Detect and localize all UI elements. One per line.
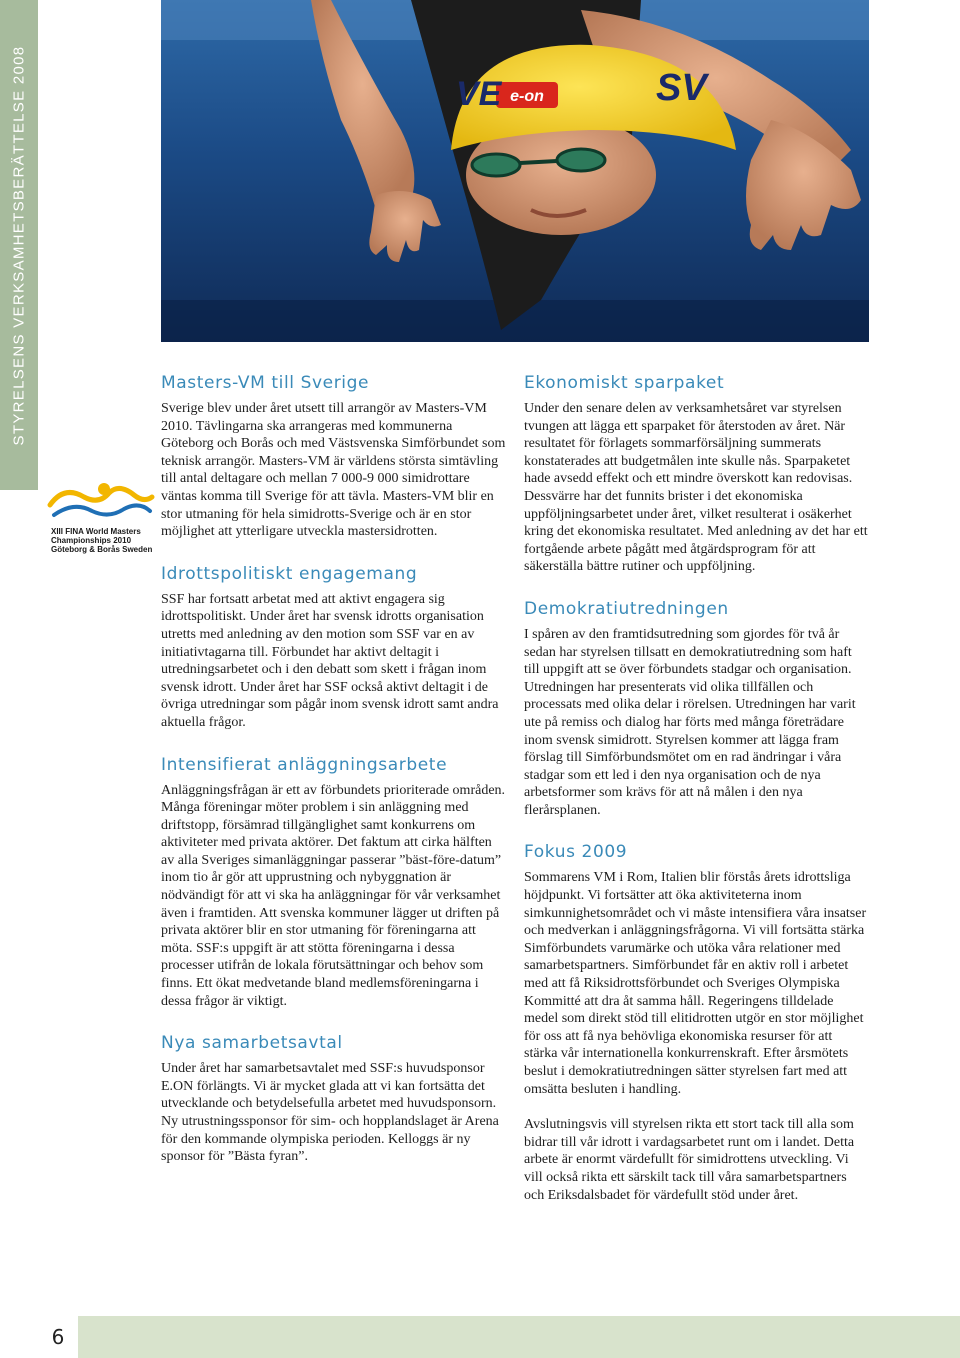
section-heading: Intensifierat anläggningsarbete bbox=[161, 754, 448, 775]
page-number: 6 bbox=[51, 1325, 65, 1349]
section-body: Anläggningsfrågan är ett av förbundets prioriterade områden. Många föreningar möter problem i sin anläggning med driftstopp, försämrad tillgänglighet samt konkurrens om aktiviteter med privata aktörer. Det faktum att cirka hälften av alla Sveriges simanläggningar passerar ”bäst-före-datum” inom tio år gör att upprustning och nybyggnation är nödvändigt för att vi ska ha anläggningar för vår verksamhet även i framtiden. Att svenska kommuner lägger ut driften på privata aktörer blir en stor utmaning för föreningarna att möta. SSF:s uppgift är att stötta föreningarna i dessa processer utifrån de lokala förutsättningar och behov som finns. Ett ökat medvetande bland medlemsföreningarna i dessa frågor är viktigt. bbox=[161, 782, 506, 1009]
section-heading: Fokus 2009 bbox=[524, 842, 628, 863]
section-anlaggningsarbete bbox=[161, 754, 506, 1011]
section-masters-vm bbox=[161, 372, 506, 541]
section-closing-paragraph: Avslutningsvis vill styrelsen rikta ett stort tack till alla som bidrar till vår idrott i vardagsarbetet runt om i landet. Detta arbete är enormt värdefullt för simidrottens utveckling. Vi vill också rikta ett särskilt tack till våra samarbetspartners och Eriksdalsbadet för värdefullt stöd under året. bbox=[524, 1117, 855, 1203]
section-heading: Idrottspolitiskt engagemang bbox=[161, 563, 418, 584]
section-body: Sommarens VM i Rom, Italien blir förstås årets idrottsliga höjdpunkt. Vi fortsätter att öka aktiviteterna inom simkunnighetsområdet och vi måste intensifiera våra insatser och medverkan i anläggningsfrågorna. Vi vill fortsätta stärka Simförbundets varumärke och utöka våra relationer med samarbetspartners. Simförbundet får en aktiv roll i arbetet med att få Riksidrottsförbundet och Sveriges Olympiska Kommitté att dra åt samma håll. Regeringens tilldelade medel som direkt stöd till elitidrotten utgör en stor möjlighet för oss att få nya behövliga ekonomiska resurser för att stärka vår internationella konkurrenskraft. Efter årsmötets beslut i demokratiutredningen sätter styrelsen fart med att omsätta besluten i handling. bbox=[524, 870, 867, 1097]
section-heading: Demokratiutredningen bbox=[524, 598, 729, 619]
section-heading: Nya samarbetsavtal bbox=[161, 1033, 343, 1054]
left-column bbox=[161, 372, 506, 1188]
right-column bbox=[524, 372, 869, 1226]
section-fokus-2009 bbox=[524, 841, 869, 1204]
section-heading: Masters-VM till Sverige bbox=[161, 373, 370, 393]
section-heading: Ekonomiskt sparpaket bbox=[524, 373, 725, 393]
cap-text-left: VE bbox=[456, 75, 502, 113]
logo-line-2: Championships 2010 bbox=[51, 536, 132, 545]
logo-line-1: XIII FINA World Masters bbox=[51, 527, 141, 536]
side-title-text: STYRELSENS VERKSAMHETSBERÄTTELSE 2008 bbox=[10, 45, 28, 445]
section-demokratiutredningen bbox=[524, 598, 869, 820]
section-sparpaket bbox=[524, 372, 869, 576]
section-idrottspolitiskt bbox=[161, 563, 506, 732]
section-body: Under året har samarbetsavtalet med SSF:s huvudsponsor E.ON förlängts. Vi är mycket glada att vi kan fortsätta det utvecklande och betydelsefulla arbetet med huvudsponsorn. Ny utrustningssponsor för sim- och hopplandslaget är Arena för den kommande olympiska perioden. Kelloggs är ny sponsor för ”Bästa fyran”. bbox=[161, 1061, 499, 1165]
cap-sponsor-text: e-on bbox=[510, 88, 544, 105]
cap-text-right: SV bbox=[656, 67, 707, 109]
section-body: Sverige blev under året utsett till arrangör av Masters-VM 2010. Tävlingarna ska arrangeras med kommunerna Göteborg och Borås och med Västsvenska Simförbundet som teknisk arrangör. Masters-VM är världens största simtävling till antal deltagare och mellan 7 000-9 000 simidrottare väntas komma till Sverige för att tävla. Masters-VM blir en stor utmaning för hela simidrotts-Sverige och är en stor möjlighet att ytterligare utveckla mastersidrotten. bbox=[161, 401, 506, 540]
section-body: I spåren av den framtidsutredning som gjordes för två år sedan har styrelsen tillsatt en demokratiutredning som haft till uppgift att se över förbundets stadgar och organisation. Utredningen har presenterats vid olika tillfällen och processats med olika delar i rörelsen. Utredningen har varit ute på remiss och dialog har förts med många företrädare inom svensk simidrott. Styrelsen kommer att lägga fram förslag till Simförbundsmötet om en rad ändringar i våra stadgar som ett led i den nya organisation och de nya arbetsformer som krävs för att nå målen i den nya flerårsplanen. bbox=[524, 626, 856, 818]
swimmer-photo bbox=[161, 0, 869, 342]
footer-band bbox=[78, 1316, 960, 1358]
section-samarbetsavtal bbox=[161, 1032, 506, 1166]
section-body: Under den senare delen av verksamhetsåret var styrelsen tvungen att lägga ett sparpaket för återstoden av året. När resultatet för förlagets sommarförsäljning summerats konstaterades att budgetmålen inte skulle nås. Sparpaketet hade avsedd effekt och ett mindre överskott kan redovisas. Dessvärre har det funnits brister i det ekonomiska uppföljningsarbetet under året, vilket resulterat i osäkerhet kring det ekonomiska resultatet. Med anledning av det har ett fortgående arbete pågått med åtgärdsprogram för att säkerställa bättre rutiner och uppföljning. bbox=[524, 401, 868, 575]
section-body: SSF har fortsatt arbetat med att aktivt engagera sig idrottspolitiskt. Under året har svensk idrotts organisation utretts med anledning av den motion som SSF var en av initiativtagarna till. Förbundet har aktivt deltagit i utredningsarbetet och i den debatt som skett i frågan inom svensk idrott. Under året har SSF också aktivt deltagit i de övriga utredningar som pågår inom svensk idrott samt andra aktuella frågor. bbox=[161, 591, 499, 730]
logo-caption bbox=[51, 527, 161, 554]
logo-line-3: Göteborg & Borås Sweden bbox=[51, 545, 153, 554]
side-title bbox=[0, 0, 38, 490]
